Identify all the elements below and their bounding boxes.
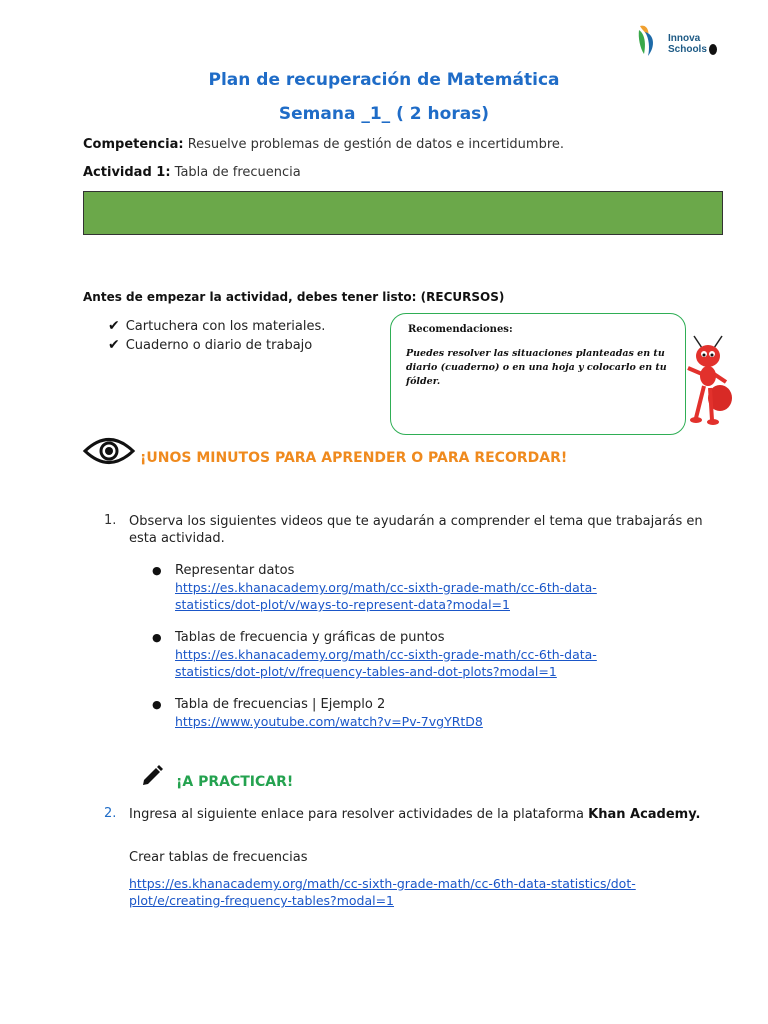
bullet: ● <box>152 631 162 644</box>
video-link[interactable]: https://www.youtube.com/watch?v=Pv-7vgYRtD8 <box>175 714 483 729</box>
recomendaciones-text: Puedes resolver las situaciones planteadas en tu diario (cuaderno) o en una hoja y colocarlo en tu fólder. <box>406 348 667 387</box>
video-item: Tabla de frecuencias | Ejemplo 2 https://www.youtube.com/watch?v=Pv-7vgYRtD8 <box>175 697 483 729</box>
actividad-line: Actividad 1: Tabla de frecuencia <box>83 165 301 180</box>
video-link-cont[interactable]: statistics/dot-plot/v/frequency-tables-and-dot-plots?modal=1 <box>175 664 557 679</box>
recurso-item: ✔ Cartuchera con los materiales. <box>108 318 326 334</box>
practice-link-cont[interactable]: plot/e/creating-frequency-tables?modal=1 <box>129 893 395 908</box>
section1-heading: ¡UNOS MINUTOS PARA APRENDER O PARA RECORDAR! <box>140 450 568 466</box>
section2-heading: ¡A PRACTICAR! <box>176 774 294 790</box>
section2-subtitle: Crear tablas de frecuencias <box>129 850 308 865</box>
competencia-line: Competencia: Resuelve problemas de gestión de datos e incertidumbre. <box>83 137 565 152</box>
section2-text: Ingresa al siguiente enlace para resolver actividades de la plataforma Khan Academy. <box>129 807 701 822</box>
section1-text: Observa los siguientes videos que te ayudarán a comprender el tema que trabajarás en esta actividad. <box>129 514 703 546</box>
logo-text: Innova Schools <box>668 34 717 55</box>
recomendaciones-title: Recomendaciones: <box>408 324 513 335</box>
green-banner <box>83 191 723 235</box>
page-subtitle: Semana _1_ ( 2 horas) <box>278 104 490 124</box>
page-title: Plan de recuperación de Matemática <box>208 70 560 90</box>
item-number: 1. <box>104 513 117 528</box>
check-icon: ✔ <box>108 318 120 334</box>
video-link[interactable]: https://es.khanacademy.org/math/cc-sixth-grade-math/cc-6th-data- <box>175 647 597 662</box>
video-item: Tablas de frecuencia y gráficas de puntos https://es.khanacademy.org/math/cc-sixth-grade-math/cc-6th-data- statistics/dot-plot/v/frequency-tables-and-dot-plots?modal=1 <box>175 630 597 679</box>
video-link[interactable]: https://es.khanacademy.org/math/cc-sixth-grade-math/cc-6th-data- <box>175 580 597 595</box>
pencil-icon <box>140 764 164 788</box>
practice-link-block <box>129 875 739 909</box>
check-icon: ✔ <box>108 337 120 353</box>
recurso-item: ✔ Cuaderno o diario de trabajo <box>108 337 313 353</box>
video-link-cont[interactable]: statistics/dot-plot/v/ways-to-represent-data?modal=1 <box>175 597 510 612</box>
bullet: ● <box>152 698 162 711</box>
bullet: ● <box>152 564 162 577</box>
recursos-intro: Antes de empezar la actividad, debes tener listo: (RECURSOS) <box>83 290 505 304</box>
practice-link[interactable]: https://es.khanacademy.org/math/cc-sixth-grade-math/cc-6th-data-statistics/dot- <box>129 876 636 891</box>
ant-mascot-icon <box>682 334 740 426</box>
video-item: Representar datos https://es.khanacademy.org/math/cc-sixth-grade-math/cc-6th-data- statistics/dot-plot/v/ways-to-represent-data?modal=1 <box>175 563 597 612</box>
item-number: 2. <box>104 806 117 821</box>
eye-icon <box>82 434 136 468</box>
